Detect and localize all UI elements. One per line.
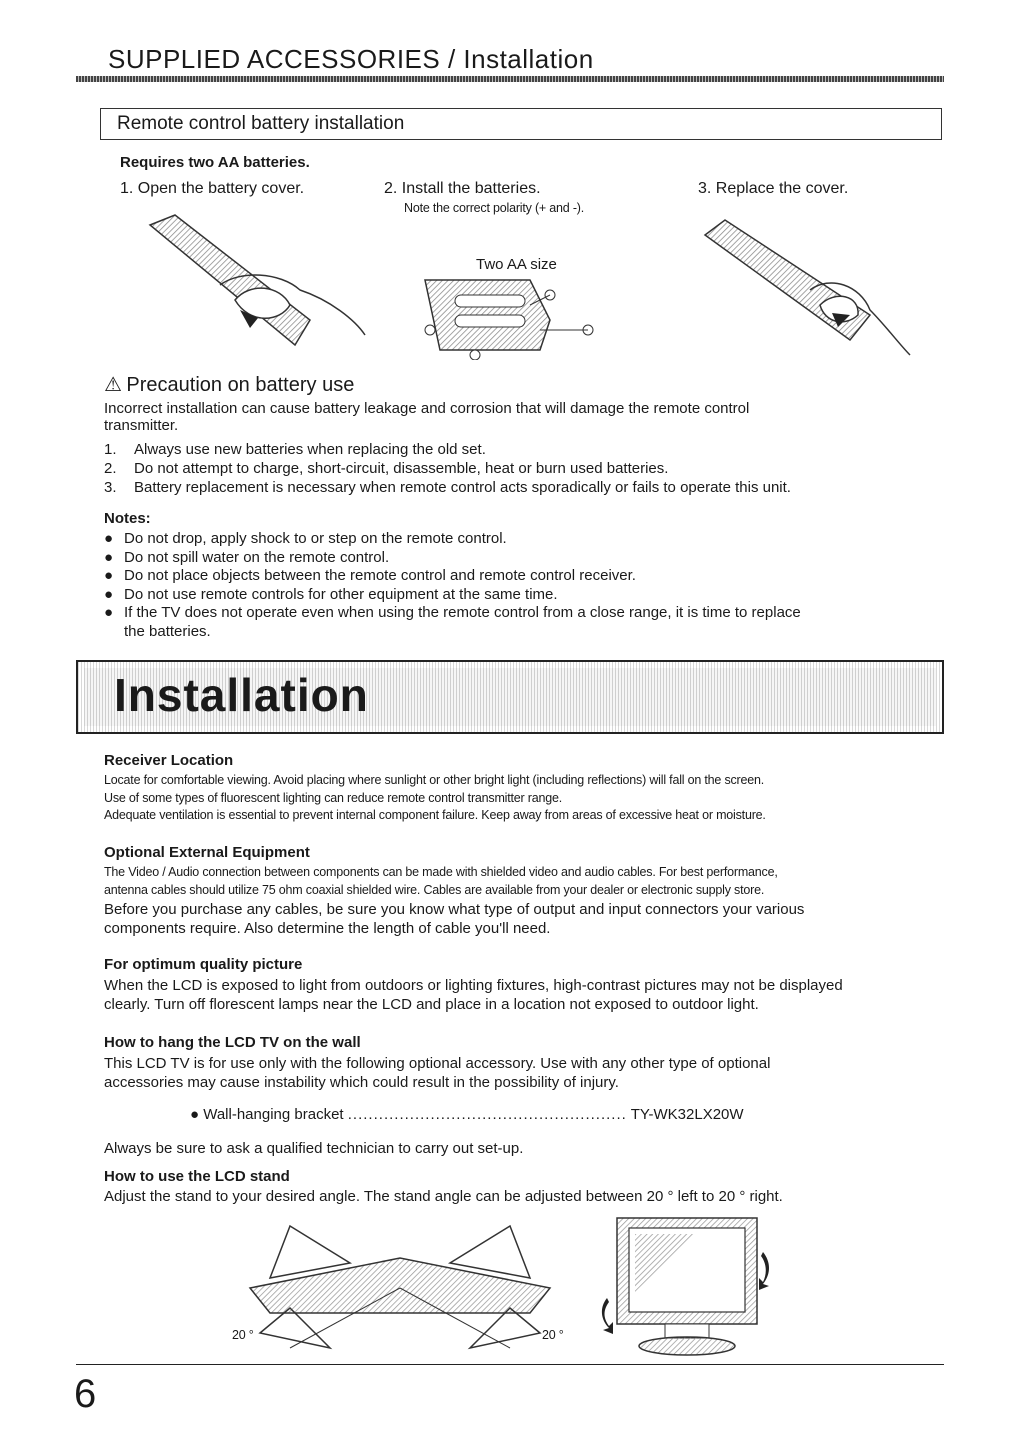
angle-right-label: 20 ° bbox=[542, 1328, 564, 1342]
bullet-icon: ● bbox=[104, 548, 114, 566]
optimum-body: When the LCD is exposed to light from outdoors or lighting fixtures, high-contrast pictures may not be displayed clearly. Turn off florescent lamps near the LCD and place in a location not exposed to outdoor light. bbox=[104, 977, 843, 1013]
precaution-item: 2. Do not attempt to charge, short-circuit, disassemble, heat or burn used batteries. bbox=[104, 460, 669, 477]
replace-cover-illustration bbox=[700, 215, 920, 365]
step-2-note: Note the correct polarity (+ and -). bbox=[404, 201, 585, 215]
precaution-item: 1. Always use new batteries when replacing the old set. bbox=[104, 441, 486, 458]
notes-list bbox=[104, 530, 801, 641]
hang-heading: How to hang the LCD TV on the wall bbox=[104, 1034, 361, 1051]
note-item: ● Do not use remote controls for other equipment at the same time. bbox=[104, 585, 558, 603]
bracket-dots: ...................................................... bbox=[347, 1106, 627, 1123]
step-1: 1. Open the battery cover. bbox=[120, 180, 305, 197]
precaution-item: 3. Battery replacement is necessary when remote control acts sporadically or fails to operate this unit. bbox=[104, 479, 791, 496]
bullet-icon: ● bbox=[104, 567, 114, 584]
page-number: 6 bbox=[74, 1372, 97, 1416]
note-item-continuation: the batteries. bbox=[124, 622, 211, 640]
two-aa-label: Two AA size bbox=[476, 256, 557, 273]
stand-body: Adjust the stand to your desired angle. The stand angle can be adjusted between 20 ° left to 20 ° right. bbox=[104, 1188, 783, 1205]
title-rule bbox=[76, 76, 944, 82]
note-item: ● If the TV does not operate even when using the remote control from a close range, it is time to replace bbox=[104, 604, 801, 621]
warning-icon: ⚠ bbox=[104, 374, 122, 396]
receiver-heading: Receiver Location bbox=[104, 752, 234, 769]
hang-note: Always be sure to ask a qualified technician to carry out set-up. bbox=[104, 1140, 524, 1157]
precaution-intro: Incorrect installation can cause battery leakage and corrosion that will damage the remote control transmitter. bbox=[104, 400, 750, 434]
page-title: SUPPLIED ACCESSORIES / Installation bbox=[108, 44, 594, 74]
precaution-heading: ⚠ Precaution on battery use bbox=[104, 374, 355, 396]
step-3: 3. Replace the cover. bbox=[698, 180, 849, 197]
open-cover-illustration bbox=[140, 210, 370, 360]
precaution-list bbox=[104, 440, 791, 497]
requires-text: Requires two AA batteries. bbox=[120, 154, 310, 171]
stand-heading: How to use the LCD stand bbox=[104, 1168, 290, 1185]
optional-body: Before you purchase any cables, be sure you know what type of output and input connectors your various components require. Also determine the length of cable you'll need. bbox=[104, 901, 805, 937]
step-2: 2. Install the batteries. bbox=[384, 180, 541, 197]
optional-heading: Optional External Equipment bbox=[104, 844, 310, 861]
lcd-tv-illustration bbox=[595, 1212, 775, 1360]
bracket-model: TY-WK32LX20W bbox=[630, 1106, 744, 1123]
bottom-rule bbox=[76, 1364, 944, 1365]
hang-body: This LCD TV is for use only with the following optional accessory. Use with any other type of optional accessories may cause instability which could result in the possibility of injury. bbox=[104, 1055, 771, 1091]
note-item: ● Do not drop, apply shock to or step on the remote control. bbox=[104, 530, 507, 547]
installation-banner bbox=[76, 660, 944, 734]
note-item: ● Do not spill water on the remote control. bbox=[104, 548, 390, 566]
bullet-icon: ● bbox=[104, 604, 114, 621]
bullet-icon: ● bbox=[104, 530, 114, 547]
bracket-label: Wall-hanging bracket bbox=[203, 1106, 344, 1123]
bracket-row bbox=[190, 1106, 744, 1123]
battery-section-title: Remote control battery installation bbox=[100, 108, 942, 140]
note-item: ● Do not place objects between the remote control and remote control receiver. bbox=[104, 567, 636, 584]
angle-left-label: 20 ° bbox=[232, 1328, 254, 1342]
bullet-icon: ● bbox=[104, 585, 114, 603]
receiver-body: Locate for comfortable viewing. Avoid placing where sunlight or other bright light (including reflections) will fall on the screen. Use of some types of fluorescent lighting can reduce remote control transmitter range. Adequate ventilation is essential to prevent internal component failure. Keep away from areas of excessive heat or moisture. bbox=[104, 773, 766, 822]
stand-rotation-illustration bbox=[230, 1218, 570, 1358]
notes-heading: Notes: bbox=[104, 510, 151, 527]
optimum-heading: For optimum quality picture bbox=[104, 956, 303, 973]
optional-body-small: The Video / Audio connection between components can be made with shielded video and audio cables. For best performance, antenna cables should utilize 75 ohm coaxial shielded wire. Cables are available from your dealer or electronic supply store. bbox=[104, 865, 778, 897]
bullet-icon: ● bbox=[190, 1106, 200, 1123]
installation-title: Installation bbox=[114, 669, 369, 721]
